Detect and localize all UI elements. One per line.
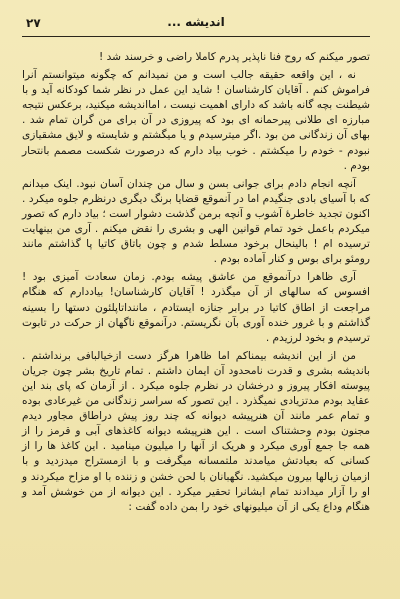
paragraph: تصور میکنم که روح فنا ناپذیر پدرم کاملا راضی و خرسند شد ! <box>98 51 370 63</box>
header-rule <box>22 36 370 37</box>
page-number: ٢٧ <box>26 16 41 30</box>
paragraph: من از این اندیشه بیمناکم اما ظاهرا هرگز دست ازخیالبافی برنداشتم . باندیشه بشری و قدرت نامحدود آن ایمان داشتم . تمام تاریخ بشر چون جریان پیوسته افکار پیروز و درخشان در نظرم جلوه میکرد . از آزمان که پای بند این عقاید بودم مدتزیادی نمیگذرد . این تصور که سراسر زندگانی من غیرعادی بوده و تمام عمر مانند آن هنرپیشه دیوانه که چند روز پیش دراطاق مجاور دیدم مجنون بودم وحشتناک است . این هنرپیشه دیوانه کاغذهای آبی و قرمز را از همه جا جمع آوری میکرد و هریک از آنها را میلیون مینامید . این کاغذ ها را از کسانی که بعیادتش میامدند ملتمسانه میگرفت و با ازمستراح میدزدید و با ازمیان زبالها بیرون میکشید. نگهبانان با لحن خشن و زننده با او مزاح میکردند و او را آزار میدادند تمام ابشانرا تحقیر میکرد . این دیوانه از من خوشش آمد و هنگام وداع یکی از آن میلیونهای خود را بمن داده گفت : <box>22 349 370 513</box>
paragraph: آری ظاهرا درآنموقع من عاشق پیشه بودم. زمان سعادت آمیزی بود ! افسوس که سالهای از آن میگذرد ! آقایان کارشناسان! بیاددارم که هنگام مراجعت از اطاق کاتیا در برابر جنازه ایستادم ، ماننداتاپلئون دستها را بسینه گذاشتم و با غرور خنده آوری بآن نگریستم. درآنموقع ناگهان از حرکت در تابوت ترسیدم و بخود لرزیدم . <box>22 271 370 344</box>
paragraph: نه ، این واقعه حقیقه جالب است و من نمیدانم که چگونه میتوانستم آنرا فراموش کنم . آقایان کارشناسان ! شاید این عمل در نظر شما کودکانه آید و با شیطنت بچه گانه باشد که دارای اهمیت نیست ، امااندیشه میکنید، برعکس نتیجه مبارزه ای طلانی پیرحمانه ای بود که پیروزی در آن برای من گران تمام شد . بهای آن زندگانی من بود .اگر میترسیدم و یا میگشتم و شایسته و لایق مشقیازی نبودم - خودم را میکشتم . خوب بیاد دارم که درصورت شکست مصمم بانتحار بودم . <box>22 69 370 172</box>
paragraph: آنچه انجام دادم برای جوانی بسن و سال من چندان آسان نبود. اینک میدانم که با آسیای بادی جنگیدم اما در آنموقع قضایا برنگ دیگری درنظرم جلوه میکرد . اکنون تجدید خاطرهٔ آشوب و آنچه برمن گذشت دشوار است ؛ بیاد دارم که تصور میکردم باعمل خود تمام قوانین الهی و بشری را نقض میکنم . آری من بینهایت ترسیده ام ! بالینحال برخود مسلط شدم و چون باتاق کاتیا پا گذاشتم مانند رومئو برای بوس و کنار آماده بودم . <box>22 177 370 266</box>
page-header <box>22 0 370 30</box>
running-title: اندیشه ... <box>167 15 225 29</box>
page-body <box>22 50 370 515</box>
